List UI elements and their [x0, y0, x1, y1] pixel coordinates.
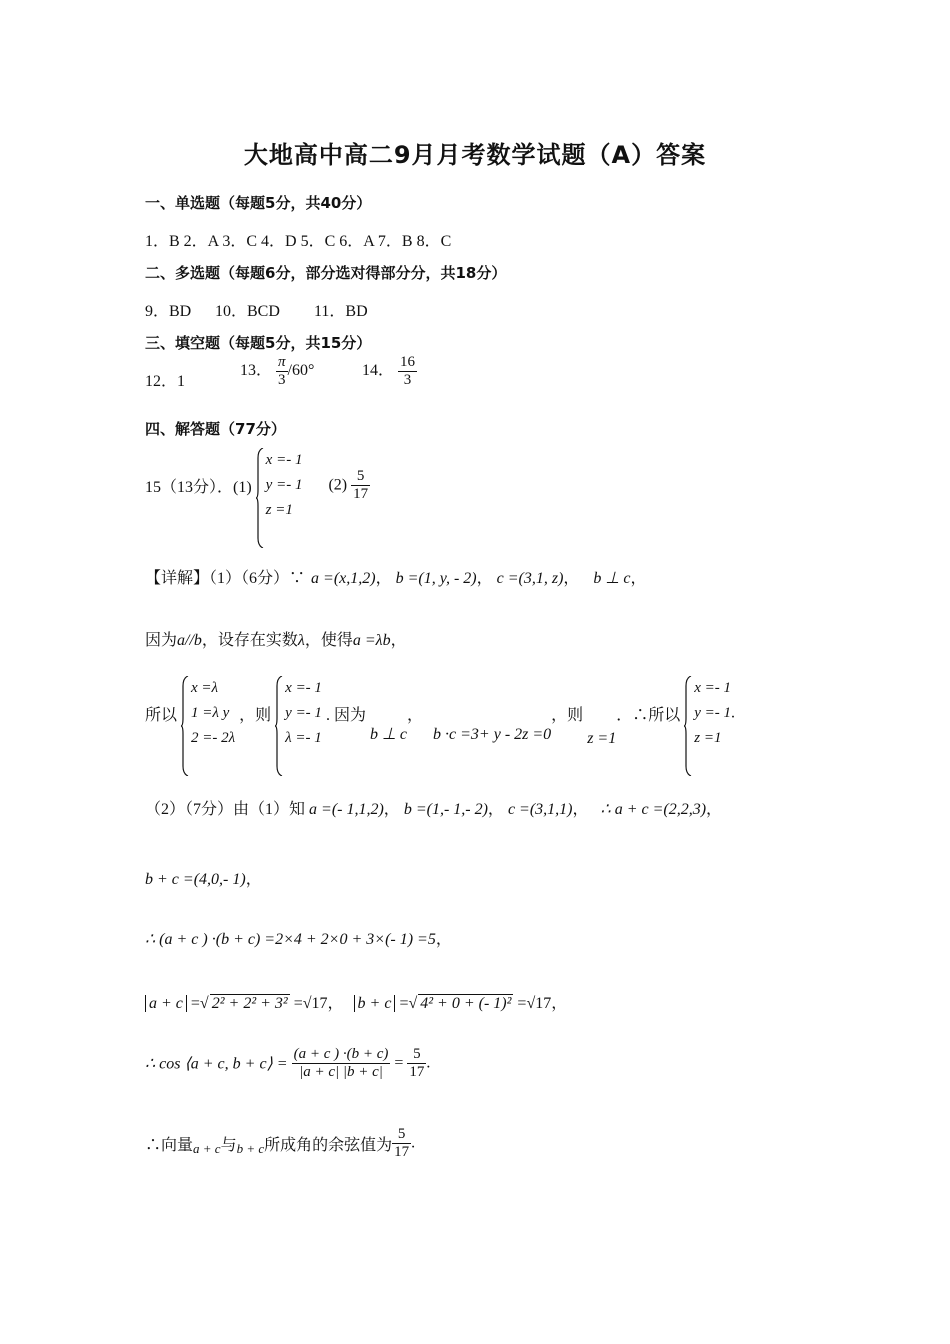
cos-result-num: 5	[413, 1046, 421, 1062]
final-post: 所成角的余弦值为	[264, 1137, 393, 1154]
q14-den: 3	[398, 371, 417, 389]
dot-eq: b ·c =3+ y - 2z =0	[433, 726, 552, 744]
q15-part2-label: (2)	[328, 476, 348, 494]
suoyi: 所以	[145, 707, 178, 724]
section-single-choice: 一、单选题（每题5分，共40分）	[145, 194, 372, 212]
system-a	[181, 676, 235, 751]
cos-num: (a + c ) ·(b + c)	[293, 1046, 389, 1062]
dot-product: ∴ (a + c ) ·(b + c) =2×4 + 2×0 + 3×(- 1) =5	[145, 931, 436, 948]
detail-line-1: 【详解】（1）（6分）∵ a =(x,1,2)， b =(1, y, - 2)， c =(3,1, z)， b ⊥ c，	[145, 570, 647, 587]
line2-mid: ，设存在实数	[201, 632, 298, 649]
ze: ，则	[239, 707, 272, 724]
lambda: λ	[297, 632, 305, 649]
q13-label: 13．	[240, 362, 273, 380]
section-multi-choice: 二、多选题（每题6分，部分选对得部分分，共18分）	[145, 264, 507, 282]
q15-sys-row: z =1	[265, 502, 293, 518]
fill-answer-14	[362, 354, 417, 389]
mod-b-plus-c: b + c	[354, 995, 396, 1012]
q14-num: 16	[400, 354, 416, 370]
dot-product-line: ∴ (a + c ) ·(b + c) =2×4 + 2×0 + 3×(- 1) =5，	[145, 931, 452, 948]
perp-bc-2: b ⊥ c	[369, 726, 407, 744]
cos-eq: =	[394, 1054, 404, 1072]
cos-result-fraction	[407, 1046, 426, 1081]
mod2-radicand: 4² + 0 + (- 1)²	[420, 995, 512, 1012]
line2-post: ，使得	[304, 632, 353, 649]
final-pre: ∴向量	[145, 1137, 194, 1154]
system-b	[275, 676, 322, 751]
section-solutions: 四、解答题（77分）	[145, 420, 286, 438]
sys-c-row: y =- 1	[694, 705, 732, 721]
given-b: b =(1, y, - 2)	[395, 570, 477, 587]
fill-answer-12: 12．1	[145, 373, 186, 390]
cos-den: |a + c| |b + c|	[292, 1063, 391, 1081]
sys-b-row: λ =- 1	[285, 730, 322, 746]
final-den: 17	[394, 1144, 410, 1160]
q13-num: π	[278, 354, 286, 370]
final-b-plus-c: b + c	[236, 1141, 265, 1157]
cos-line: ∴ cos ⟨a + c, b + c⟩ = $\frac{(a + c ) \cdot(b + c)}{|a + c| |b + c|}$ = $\frac{5}{17}$ .	[145, 1046, 431, 1080]
final-mid: 与	[220, 1137, 237, 1154]
mod1-result: =√17	[293, 995, 328, 1012]
q15-num: 5	[356, 468, 365, 484]
q13-fraction	[276, 354, 288, 389]
q15-den: 17	[353, 486, 369, 502]
yinwei: . 因为	[325, 707, 366, 724]
mod-a-plus-c: a + c	[145, 995, 187, 1012]
sys-c-row: z =1	[694, 730, 722, 746]
mod2-result: =√17	[517, 995, 552, 1012]
q13-den: 3	[276, 371, 288, 389]
brace-icon	[275, 676, 283, 776]
q15-system	[256, 448, 303, 523]
given-c: c =(3,1, z)	[496, 570, 564, 587]
final-fraction	[392, 1126, 411, 1161]
detail-head: 【详解】（1）（6分）∵	[145, 570, 306, 587]
brace-icon	[256, 448, 264, 548]
line2-pre: 因为	[145, 632, 178, 649]
cos-left: ∴ cos ⟨a + c, b + c⟩ =	[145, 1055, 288, 1073]
sys-a-row: 2 =- 2λ	[191, 730, 236, 746]
cos-result-den: 17	[409, 1064, 425, 1080]
c-value: c =(3,1,1)	[507, 801, 573, 818]
multi-answer-11: 11．BD	[314, 303, 368, 320]
a-value: a =(- 1,1,2)	[309, 801, 384, 818]
q14-label: 14．	[362, 362, 395, 380]
detail-part2-line: （2）（7分）由（1）知 a =(- 1,1,2)， b =(1,- 1,- 2)， c =(3,1,1)， ∴ a + c =(2,2,3)，	[145, 801, 723, 818]
z-equals-1: z =1	[587, 730, 617, 748]
q15-answer	[145, 448, 370, 523]
detail-line-2: 因为a//b，设存在实数λ，使得a =λb，	[145, 632, 407, 649]
a-plus-c: ∴ a + c =(2,2,3)	[600, 801, 707, 818]
q14-fraction	[398, 354, 417, 389]
therefore-text: ．∴所以	[616, 707, 681, 724]
fill-answer-13	[240, 354, 314, 389]
ze2: ，则	[551, 707, 584, 724]
section-fill-blank: 三、填空题（每题5分，共15分）	[145, 334, 372, 352]
cos-fraction	[292, 1046, 391, 1081]
q15-sys-row: x =- 1	[265, 452, 303, 468]
detail-line-3: 所以 x =λ 1 =λ y 2 =- 2λ ，则 x =- 1 y =- 1 λ =- 1 . 因为 b ⊥ c， b ·c =3+ y - 2z =0，则 z =1．∴所以 x =- 1 y =- 1 z =1 .	[145, 676, 735, 751]
b-value: b =(1,- 1,- 2)	[403, 801, 488, 818]
sys-b-row: y =- 1	[285, 705, 322, 721]
brace-icon	[181, 676, 189, 776]
q13-suffix: /60°	[287, 362, 315, 380]
single-choice-answers: 1．B 2．A 3．C 4．D 5．C 6．A 7．B 8．C	[145, 233, 452, 250]
q15-sys-row: y =- 1	[265, 477, 303, 493]
page-title: 大地高中高二9月月考数学试题（A）答案	[243, 141, 707, 169]
given-a: a =(x,1,2)	[311, 570, 376, 587]
final-num: 5	[397, 1126, 406, 1142]
system-c	[684, 676, 731, 751]
part2-head: （2）（7分）由（1）知	[145, 801, 306, 818]
q15-label: 15（13分）．(1)	[145, 479, 252, 496]
sys-c-row: x =- 1	[694, 680, 732, 696]
sys-a-row: 1 =λ y	[191, 705, 230, 721]
parallel-ab: a//b	[177, 632, 202, 649]
brace-icon	[684, 676, 692, 776]
sys-b-row: x =- 1	[285, 680, 322, 696]
q15-fraction	[351, 468, 370, 503]
multi-answer-9: 9．BD	[145, 303, 192, 320]
final-a-plus-c: a + c	[193, 1141, 221, 1157]
modulus-line: a + c =√ 2² + 2² + 3² =√17， b + c =√ 4² + 0 + (- 1)² =√17，	[145, 990, 567, 1013]
perp-bc: b ⊥ c	[593, 570, 631, 587]
final-conclusion: ∴向量$_{a + c}$与$_{b + c}$所成角的余弦值为 $\frac{5}{17}$ .	[145, 1126, 416, 1160]
b-plus-c-line: b + c =(4,0,- 1)，	[145, 871, 262, 888]
b-plus-c: b + c =(4,0,- 1)	[145, 871, 246, 888]
eq-lambda: a =λb	[352, 632, 391, 649]
mod1-radicand: 2² + 2² + 3²	[211, 995, 288, 1012]
sys-a-row: x =λ	[191, 680, 219, 696]
multi-answer-10: 10．BCD	[215, 303, 280, 320]
